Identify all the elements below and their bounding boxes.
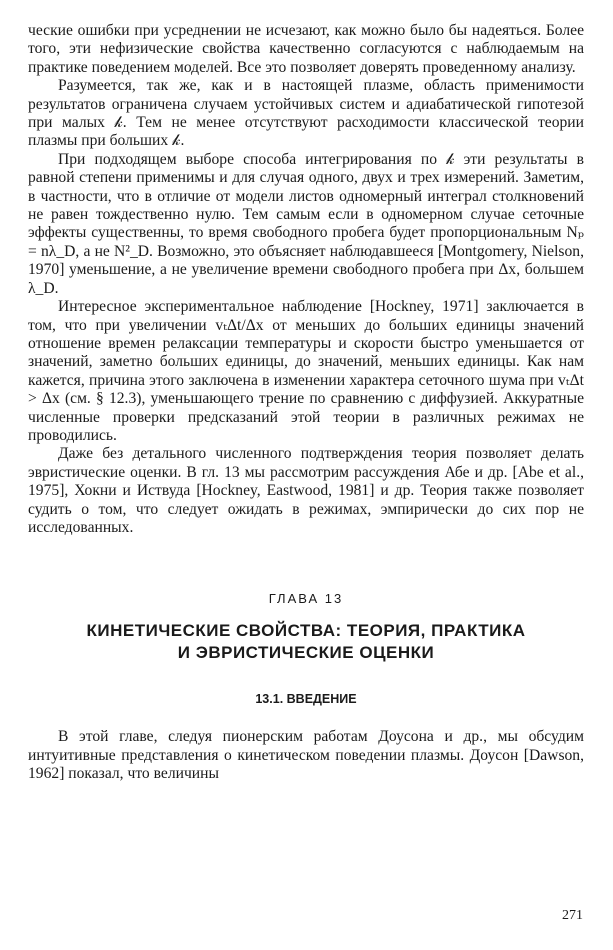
paragraph-4: Интересное экспериментальное наблюдение [Hockney, 1971] заключается в том, что при увеличении vₜΔt/Δx от меньших до больших единицы значений отношение времен релаксации температуры и скорости быстро уменьшается от значений, заметно больших единицы, до значений, меньших единицы. Как нам кажется, причина этого заключена в изменении характера сеточного шума при vₜΔt > Δx (см. § 12.3), уменьшающего трение по сравнению с диффузией. Аккуратные численные проверки предсказаний этой теории в различных режимах не проводились. bbox=[28, 298, 584, 444]
paragraph-2: Разумеется, так же, как и в настоящей плазме, область применимости результатов ограничена случаем устойчивых систем и адиабатической гипотезой при малых 𝓀. Тем не менее отсутствуют расходимости классической теории плазмы при больших 𝓀. bbox=[28, 77, 584, 150]
chapter-label: ГЛАВА 13 bbox=[268, 591, 344, 607]
paragraph-intro: В этой главе, следуя пионерским работам Доусона и др., мы обсудим интуитивные представления о кинетическом поведении плазмы. Доусон [Dawson, 1962] показал, что величины bbox=[28, 728, 584, 783]
chapter-heading bbox=[28, 591, 584, 706]
paragraph-5: Даже без детального численного подтверждения теория позволяет делать эвристические оценки. В гл. 13 мы рассмотрим рассуждения Абе и др. [Abe et al., 1975], Хокни и Иствуда [Hockney, Eastwood, 1981] и др. Теория также позволяет судить о том, что следует ожидать в режимах, эмпирически до сих пор не исследованных. bbox=[28, 445, 584, 536]
chapter-title-line-1: КИНЕТИЧЕСКИЕ СВОЙСТВА: ТЕОРИЯ, ПРАКТИКА bbox=[86, 621, 526, 641]
page-body bbox=[28, 22, 584, 784]
section-title: 13.1. ВВЕДЕНИЕ bbox=[255, 692, 357, 707]
paragraph-1: ческие ошибки при усреднении не исчезают, как можно было бы надеяться. Более того, эти нефизические свойства качественно согласуются с наблюдаемым на практике поведением моделей. Все это позволяет доверять проведенному анализу. bbox=[28, 22, 584, 76]
page-number: 271 bbox=[562, 908, 583, 923]
chapter-title-line-2: И ЭВРИСТИЧЕСКИЕ ОЦЕНКИ bbox=[177, 643, 435, 663]
paragraph-3: При подходящем выборе способа интегрирования по 𝓀 эти результаты в равной степени применимы и для случая одного, двух и трех измерений. Заметим, в частности, что в отличие от модели листов одномерный интеграл столкновений не равен тождественно нулю. Тем самым если в одномерном случае сеточные эффекты существенны, то время свободного пробега будет пропорциональным Nₚ = nλ_D, а не N²_D. Возможно, это объясняет наблюдавшееся [Montgomery, Nielson, 1970] уменьшение, а не увеличение времени свободного пробега при Δx, большем λ_D. bbox=[28, 150, 584, 297]
